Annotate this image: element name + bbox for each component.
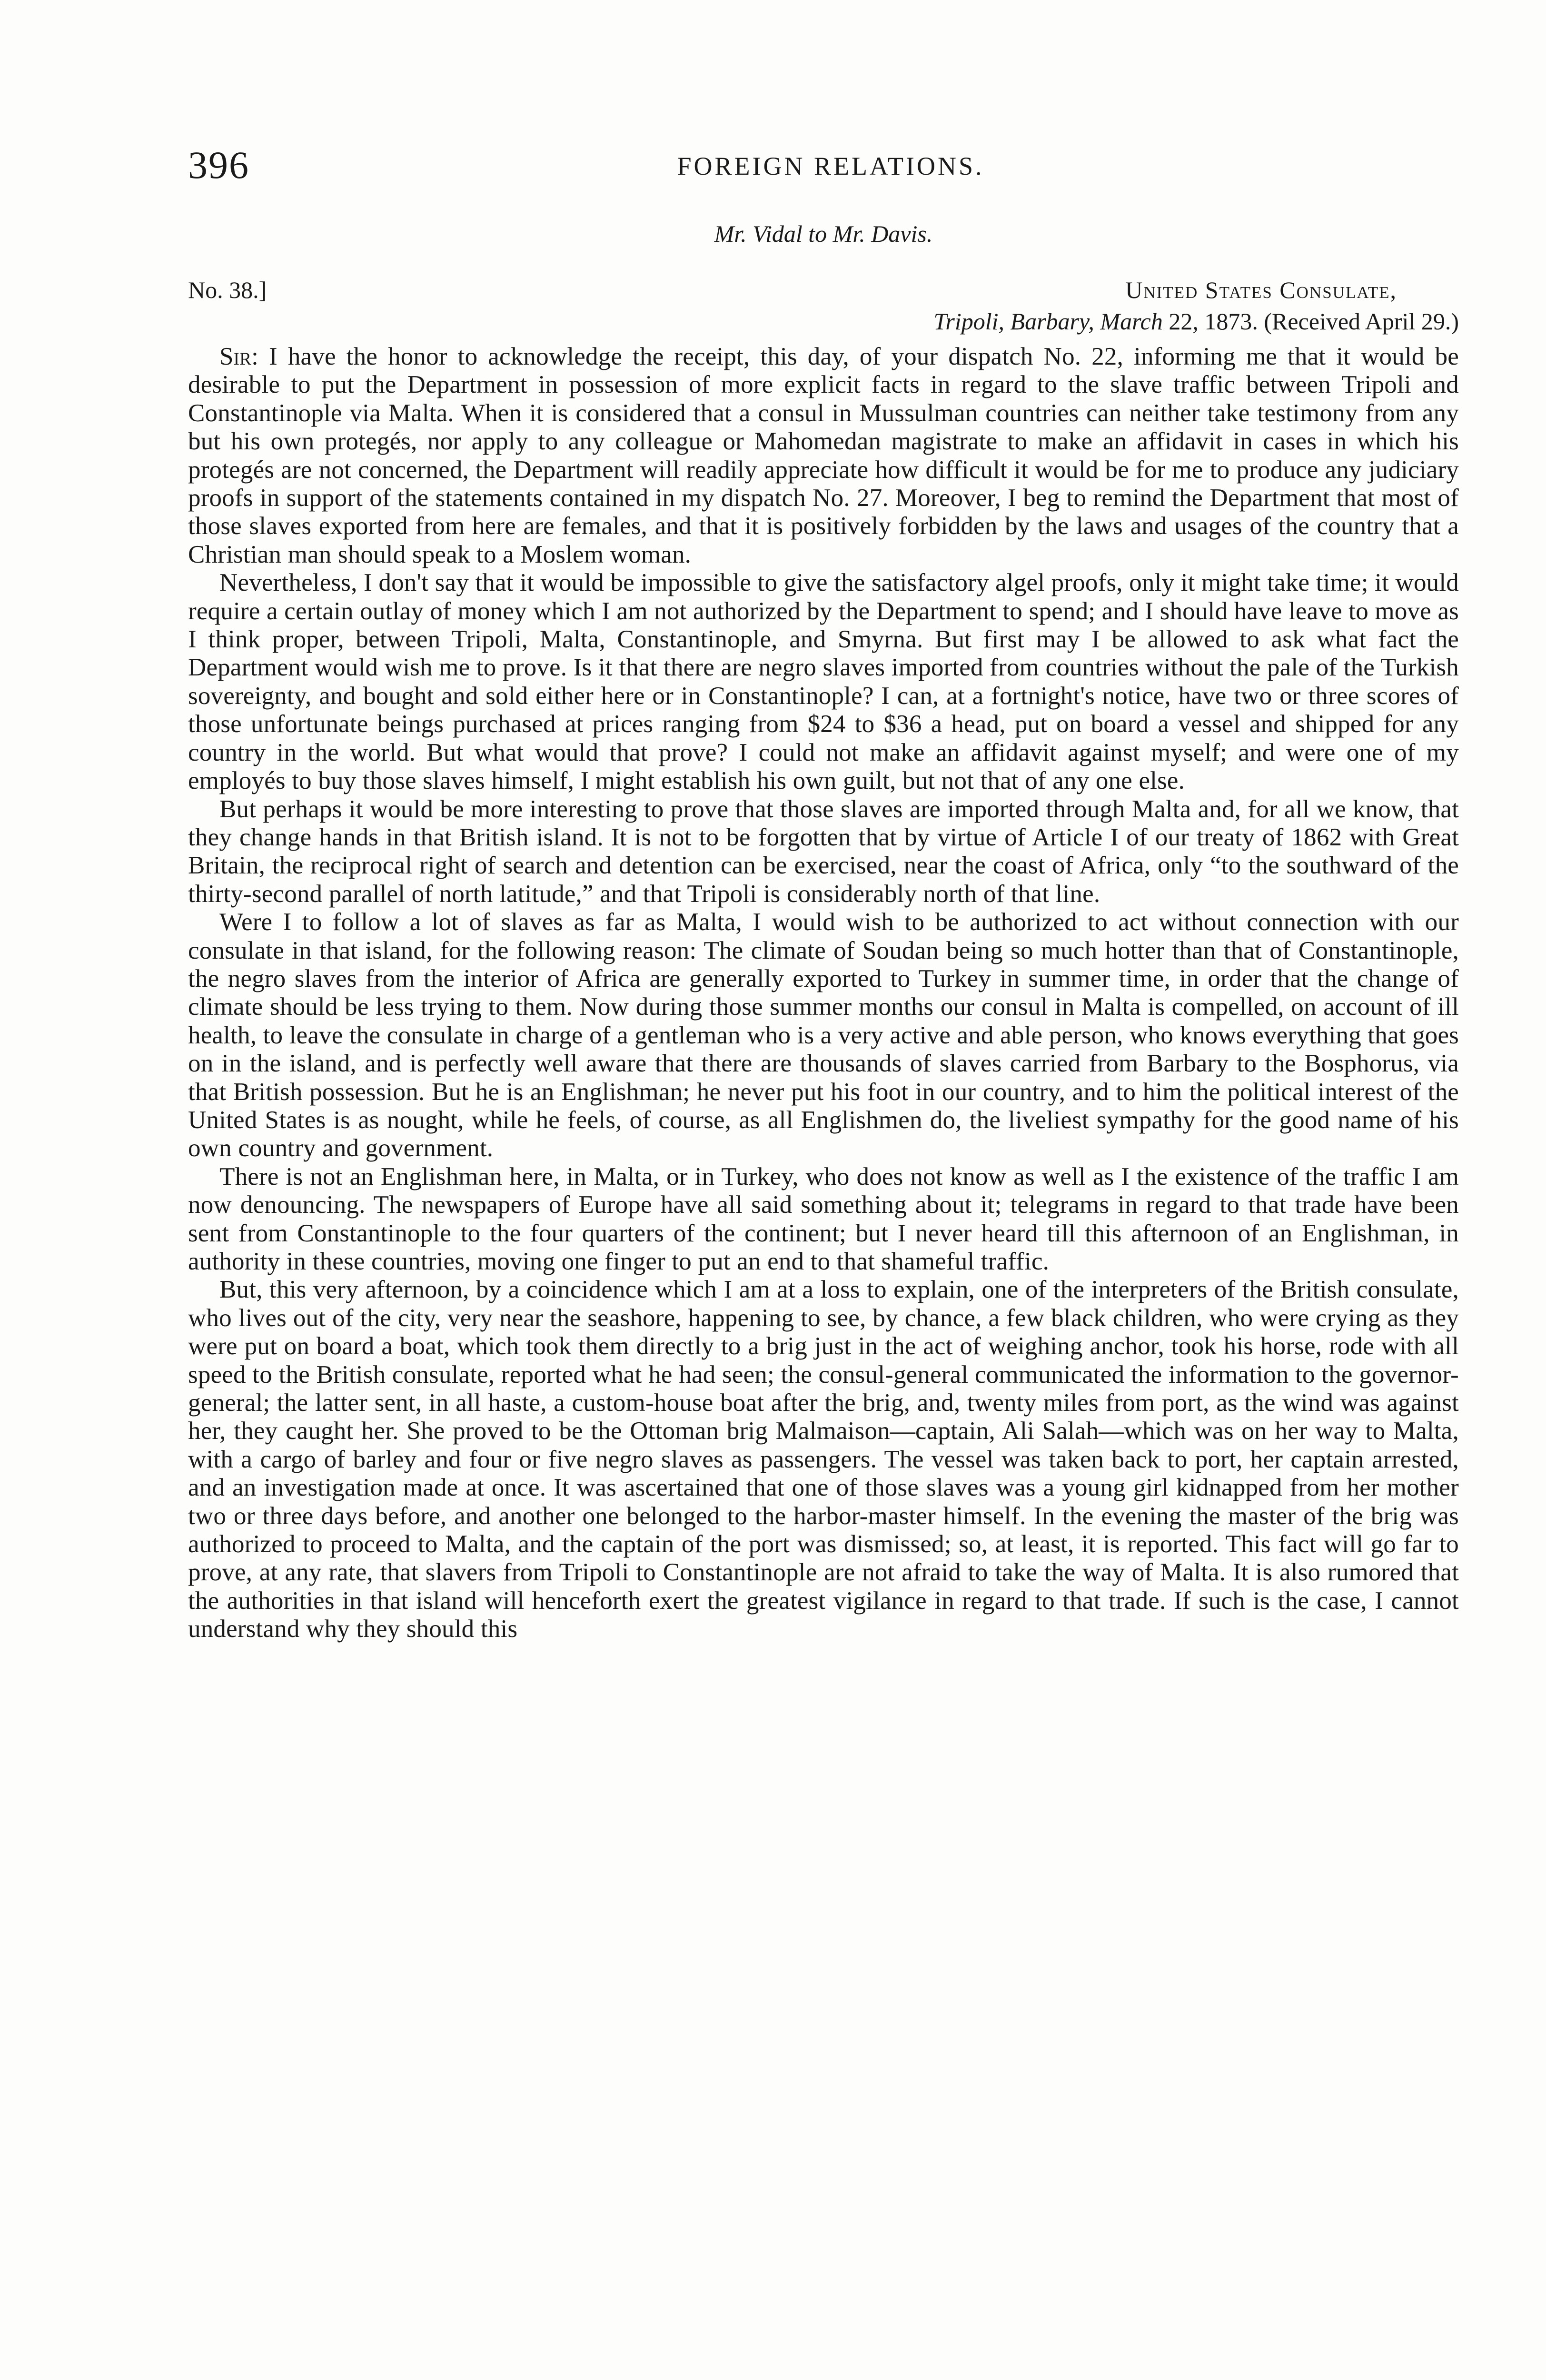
paragraph-3: But perhaps it would be more interesting to prove that those slaves are imported through Malta and, for all we know, that they change hands in that British island. It is not to be forgotten that by virtue of Article I of our treaty of 1862 with Great Britain, the reciprocal right of search and detention can be exercised, near the coast of Africa, only “to the southward of the thirty-second parallel of north latitude,” and that Tripoli is considerably north of that line. xyxy=(188,795,1459,908)
dateline xyxy=(188,276,1459,339)
running-title: FOREIGN RELATIONS. xyxy=(677,152,984,180)
paragraph-5: There is not an Englishman here, in Malta, or in Turkey, who does not know as well as I the existence of the traffic I am now denouncing. The newspapers of Europe have all said something about it; telegrams in regard to that trade have been sent from Constantinople to the four quarters of the continent; but I never heard till this afternoon of an Englishman, in authority in these countries, moving one finger to put an end to that shameful traffic. xyxy=(188,1162,1459,1275)
paragraph-2: Nevertheless, I don't say that it would be impossible to give the satisfactory algel proofs, only it might take time; it would require a certain outlay of money which I am not authorized by the Department to spend; and I should have leave to move as I think proper, between Tripoli, Malta, Constantinople, and Smyrna. But first may I be allowed to ask what fact the Department would wish me to prove. Is it that there are negro slaves imported from countries without the pale of the Turkish sovereignty, and bought and sold either here or in Constantinople? I can, at a fortnight's notice, have two or three scores of those unfortunate beings purchased at prices ranging from $24 to $36 a head, put on board a vessel and shipped for any country in the world. But what would that prove? I could not make an affidavit against myself; and were one of my employés to buy those slaves himself, I might establish his own guilt, but not that of any one else. xyxy=(188,569,1459,795)
place-and-date xyxy=(933,307,1459,335)
paragraph-1 xyxy=(188,343,1459,569)
running-head xyxy=(188,143,1459,195)
letter-heading: Mr. Vidal to Mr. Davis. xyxy=(714,220,933,247)
paragraph-4: Were I to follow a lot of slaves as far as Malta, I would wish to be authorized to act without connection with our consulate in that island, for the following reason: The climate of Soudan being so much hotter than that of Constantinople, the negro slaves from the interior of Africa are generally exported to Turkey in summer time, in order that the change of climate should be less trying to them. Now during those summer months our consul in Malta is compelled, on account of ill health, to leave the consulate in charge of a gentleman who is a very active and able person, who knows everything that goes on in the island, and is perfectly well aware that there are thousands of slaves carried from Barbary to the Bosphorus, via that British possession. But he is an Englishman; he never put his foot in our country, and to him the political interest of the United States is as nought, while he feels, of course, as all Englishmen do, the liveliest sympathy for the good name of his own country and government. xyxy=(188,908,1459,1162)
date-received: 22, 1873. (Received April 29.) xyxy=(1162,308,1459,335)
paragraph-1-text: I have the honor to acknowledge the receipt, this day, of your dispatch No. 22, informing me that it would be desirable to put the Department in possession of more explicit facts in regard to the slave traffic between Tripoli and Constantinople via Malta. When it is considered that a consul in Mussulman countries can neither take testimony from any but his own protegés, nor apply to any colleague or Mahomedan magistrate to make an affidavit in cases in which his protegés are not concerned, the Department will readily appreciate how difficult it would be for me to produce any judiciary proofs in support of the statements contained in my dispatch No. 27. Moreover, I beg to remind the Department that most of those slaves exported from here are females, and that it is positively forbidden by the laws and usages of the country that a Christian man should speak to a Moslem woman. xyxy=(188,343,1459,568)
document-page xyxy=(188,143,1459,1644)
letter-body xyxy=(188,343,1459,1644)
salutation: Sir: xyxy=(219,343,259,370)
paragraph-6: But, this very afternoon, by a coincidence which I am at a loss to explain, one of the interpreters of the British consulate, who lives out of the city, very near the seashore, happening to see, by chance, a few black children, who were crying as they were put on board a boat, which took them directly to a brig just in the act of weighing anchor, took his horse, rode with all speed to the British consulate, reported what he had seen; the consul-general communicated the information to the governor-general; the latter sent, in all haste, a custom-house boat after the brig, and, twenty miles from port, as the wind was against her, they caught her. She proved to be the Ottoman brig Malmaison—captain, Ali Salah—which was on her way to Malta, with a cargo of barley and four or five negro slaves as passengers. The vessel was taken back to port, her captain arrested, and an investigation made at once. It was ascertained that one of those slaves was a young girl kidnapped from her mother two or three days before, and another one belonged to the harbor-master himself. In the evening the master of the brig was authorized to proceed to Malta, and the captain of the port was dismissed; so, at least, it is reported. This fact will go far to prove, at any rate, that slavers from Tripoli to Constantinople are not afraid to take the way of Malta. It is also rumored that the authorities in that island will henceforth exert the greatest vigilance in regard to that trade. If such is the case, I cannot understand why they should this xyxy=(188,1276,1459,1643)
dispatch-number: No. 38.] xyxy=(188,277,267,303)
page-number: 396 xyxy=(188,143,249,187)
place: Tripoli, Barbary, March xyxy=(933,308,1163,335)
consulate-name: United States Consulate, xyxy=(1125,277,1397,303)
